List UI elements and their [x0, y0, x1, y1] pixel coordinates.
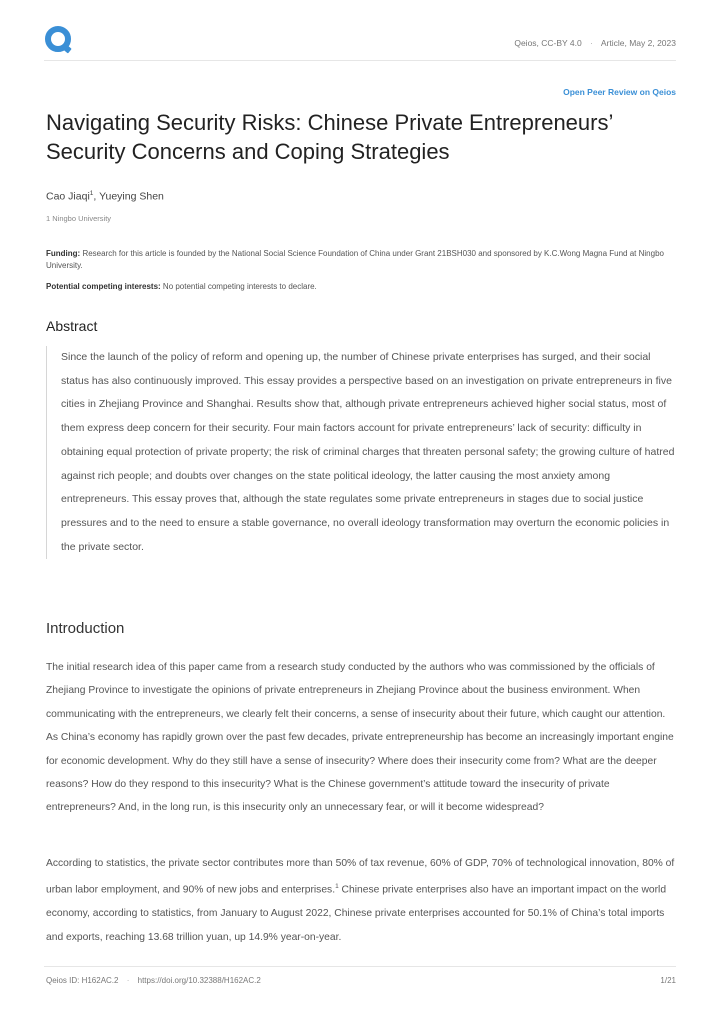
abstract-heading: Abstract [46, 318, 98, 334]
affiliation-marker: 1 [89, 190, 94, 197]
paragraph-text: According to statistics, the private sector contributes more than 50% of tax revenue, 60% of GDP, 70% of technological innovation, 80% of urban labor employment, and 90% of new jobs and enterprises. [46, 858, 675, 896]
paragraph-text: Chinese private enterprises also have an important impact on the world economy, according to statistics, from January to August 2022, Chinese private enterprises accounted for 50.1% of China’s total imports and exports, reaching 13.68 trillion yuan, up 14.9% year-on-year. [46, 884, 667, 943]
body-paragraph: The initial research idea of this paper came from a research study conducted by the authors who was commissioned by the officials of Zhejiang Province to investigate the opinions of private entrepreneurs in Zhejiang Province about the business environment. When communicating with the entrepreneurs, we clearly felt their concerns, a sense of insecurity about their future, which caught our attention. As China’s economy has rapidly grown over the past few decades, private entrepreneurship has become an increasingly important engine for economic development. Why do they still have a sense of insecurity? Where does their insecurity come from? What are the deeper reasons? How do they respond to this insecurity? What is the Chinese government’s attitude toward the insecurity of private entrepreneurs? And, in the long run, is this insecurity only an unnecessary fear, or will it become widespread? [46, 662, 674, 814]
article-title: Navigating Security Risks: Chinese Private Entrepreneurs’ Security Concerns and Coping Strategies [46, 110, 613, 164]
author-name[interactable]: Yueying Shen [99, 190, 164, 203]
doi-link[interactable]: https://doi.org/10.32388/H162AC.2 [137, 976, 261, 985]
qeios-id: Qeios ID: H162AC.2 [46, 976, 119, 985]
footer-separator: · [126, 976, 130, 985]
abstract-block [46, 346, 678, 559]
page-number: 1/21 [660, 976, 676, 985]
footer-divider [44, 966, 676, 967]
article-type-date: Article, May 2, 2023 [600, 38, 676, 48]
abstract-text: Since the launch of the policy of reform and opening up, the number of Chinese private enterprises has surged, and their social status has also continuously improved. This essay provides a perspective based on an investigation on private entrepreneurs in five cities in Zhejiang Province and Shanghai. Results show that, although private entrepreneurs achieved higher social status, most of them express deep concern for their security. Four main factors account for private entrepreneurs’ lack of security: difficulty in obtaining equal protection of private property; the risk of criminal charges that threaten personal safety; the growing culture of hatred against rich people; and doubts over changes on the state political ideology, the latter causing the most anxiety among entrepreneurs. This essay proves that, although the state regulates some private entrepreneurs in stages due to social justice pressures and to the need to ensure a stable governance, no overall ideology transformation may overturn the economic policies in the private sector. [61, 351, 675, 553]
funding-label: Funding: [46, 249, 81, 258]
header-meta [514, 38, 676, 48]
funding-statement [46, 248, 678, 272]
funding-text: Research for this article is founded by the National Social Science Foundation of China under Grant 21BSH030 and sponsored by K.C.Wong Magna Fund at Ningbo University. [46, 249, 664, 270]
author-name[interactable]: Cao Jiaqi [46, 190, 90, 203]
author-list [46, 190, 164, 203]
competing-interests-text: No potential competing interests to declare. [160, 282, 317, 291]
open-peer-review-link[interactable]: Open Peer Review on Qeios [563, 87, 676, 97]
competing-interests-label: Potential competing interests: [46, 282, 161, 291]
body-paragraph [46, 852, 678, 949]
footer-identifiers [46, 976, 261, 985]
header-divider [44, 60, 676, 61]
competing-interests [46, 282, 678, 291]
footnote-marker[interactable]: 1 [335, 883, 339, 891]
affiliation: 1 Ningbo University [46, 214, 112, 223]
qeios-logo[interactable] [44, 25, 74, 55]
introduction-heading: Introduction [46, 620, 125, 637]
header-separator: · [590, 38, 593, 48]
publisher-license: Qeios, CC-BY 4.0 [514, 38, 582, 48]
author-separator: , [93, 190, 100, 203]
